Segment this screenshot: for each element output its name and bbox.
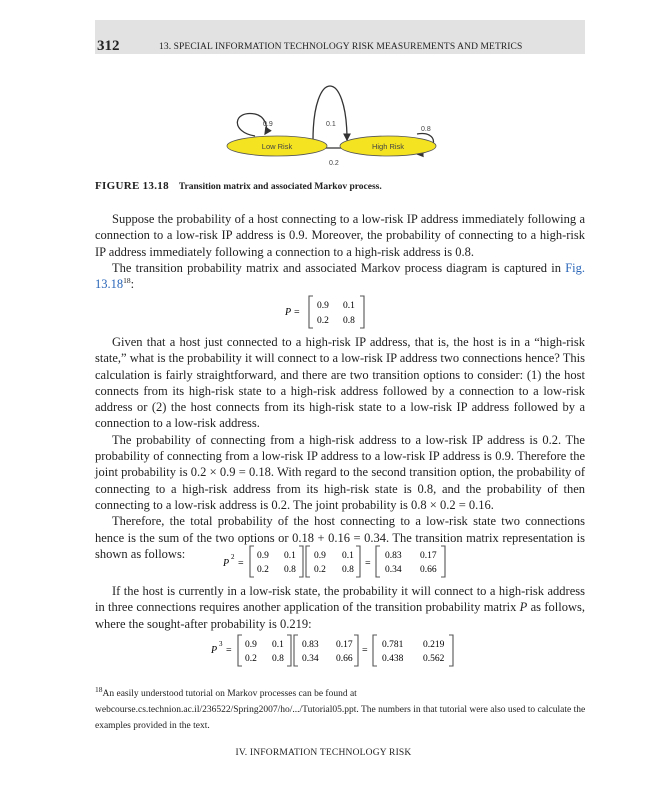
paragraph-6 (95, 583, 585, 632)
eq2-equals: = (365, 558, 371, 569)
paragraph-6-a: If the host is currently in a low-risk state, the probability it will connect to a high-risk address in three connections requires another application of the transition probability matrix (95, 584, 585, 615)
eq3-a-cell: 0.2 (245, 654, 257, 664)
transition-arc-low-to-high (313, 86, 347, 140)
eq3-a-cell: 0.8 (272, 654, 284, 664)
eq2-r-cell: 0.34 (385, 565, 402, 575)
eq2-a-cell: 0.9 (257, 551, 269, 561)
eq3-exp: 3 (219, 640, 223, 648)
eq2-r-cell: 0.83 (385, 551, 402, 561)
eq2-equals: = (238, 558, 244, 569)
state-label-high: High Risk (371, 142, 405, 151)
eq1-lhs: P = (285, 307, 301, 318)
equation-2 (223, 542, 468, 580)
page-number: 312 (97, 38, 120, 54)
eq3-b-cell: 0.17 (336, 640, 353, 650)
markov-diagram (225, 68, 445, 178)
eq2-bracket (306, 546, 310, 577)
paragraph-3: Given that a host just connected to a high-risk IP address, that is, the host is in a “high-risk state,” what is the probability it will connect to a low-risk IP address two connections hence? This calculation is fairly straightforward, and there are two transition options to consider: (1) the host connects from its high-risk state to a high-risk address followed by a connection to a low-risk address or (2) the host connects from its high-risk state to a low-risk IP address followed by a connection to a low-risk address. (95, 335, 585, 431)
eq3-bracket (449, 635, 453, 666)
eq1-cell: 0.2 (317, 316, 329, 326)
running-head: 13. SPECIAL INFORMATION TECHNOLOGY RISK MEASUREMENTS AND METRICS (159, 42, 523, 52)
figure-caption-text: Transition matrix and associated Markov process. (178, 182, 382, 192)
eq2-b-cell: 0.2 (314, 565, 326, 575)
paragraph-4: The probability of connecting from a high-risk address to a low-risk IP address is 0.2. The probability of connecting from a low-risk IP address to a low-risk IP address is 0.9. Therefore the joint probability is 0.2 × 0.9 = 0.18. With regard to the second transition option, the probability of connecting to a high-risk address from its high-risk state is 0.8, and the probability of then connecting to a low-risk address is 0.2. The joint probability is 0.8 × 0.2 = 0.16. (95, 432, 585, 512)
eq3-r-cell: 0.219 (423, 640, 445, 650)
eq3-equals: = (226, 645, 232, 656)
paragraph-6-var: P (519, 600, 528, 615)
paragraph-2 (95, 260, 585, 293)
eq1-bracket-right (360, 296, 364, 328)
footnote-text: An easily understood tutorial on Markov processes can be found at webcourse.cs.technion.ac.il/236522/Spring2007/ho/.../Tutorial05.ppt. The numbers in that tutorial were also used to calculate the examples provided in the text. (95, 689, 586, 731)
prob-low-low: 0.9 (263, 121, 273, 128)
eq2-bracket (356, 546, 360, 577)
eq3-r-cell: 0.438 (382, 654, 404, 664)
eq3-b-cell: 0.34 (302, 654, 319, 664)
eq1-cell: 0.1 (343, 301, 355, 311)
eq3-bracket (287, 635, 291, 666)
prob-low-high: 0.1 (326, 121, 336, 128)
eq2-a-cell: 0.8 (284, 565, 296, 575)
eq3-r-cell: 0.781 (382, 640, 404, 650)
figure-label: FIGURE 13.18 (95, 180, 169, 192)
eq2-a-cell: 0.1 (284, 551, 296, 561)
eq3-b-cell: 0.66 (336, 654, 353, 664)
prob-high-low: 0.2 (329, 160, 339, 167)
eq3-r-cell: 0.562 (423, 654, 445, 664)
eq3-a-cell: 0.1 (272, 640, 284, 650)
paragraph-5: Therefore, the total probability of the host connecting to a low-risk state two connections hence is the sum of the two options or 0.18 + 0.16 = 0.34. The transition matrix representation is shown as follows: (95, 514, 585, 561)
footnote-mark: 18 (95, 684, 103, 694)
paragraph-1: Suppose the probability of a host connecting to a low-risk IP address immediately following a connection to a low-risk IP address is 0.9. Moreover, the probability of connecting to a high-risk IP address immediately following a connection to a high-risk address is 0.8. (95, 212, 585, 259)
paragraph-2-end: : (130, 277, 135, 292)
eq2-lhs: P (223, 558, 230, 569)
eq2-bracket (441, 546, 445, 577)
text-block-2 (95, 334, 585, 562)
paragraph-6-b: as follows, where the sought-after probability is 0.219: (95, 600, 585, 631)
eq2-b-cell: 0.1 (342, 551, 354, 561)
figure-link[interactable]: Fig. 13.18 (95, 260, 585, 292)
eq3-bracket (354, 635, 358, 666)
eq2-a-cell: 0.2 (257, 565, 269, 575)
prob-high-high: 0.8 (421, 126, 431, 133)
text-block-3 (95, 583, 585, 632)
eq2-b-cell: 0.9 (314, 551, 326, 561)
eq2-r-cell: 0.66 (420, 565, 437, 575)
eq2-r-cell: 0.17 (420, 551, 437, 561)
eq2-bracket (376, 546, 380, 577)
eq2-exp: 2 (231, 553, 235, 561)
footnote-ref[interactable]: 18 (123, 276, 131, 286)
figure-caption (95, 180, 382, 192)
footnote (95, 686, 590, 734)
eq1-cell: 0.9 (317, 301, 329, 311)
equation-3 (211, 631, 481, 669)
eq1-cell: 0.8 (343, 316, 355, 326)
eq2-bracket (299, 546, 303, 577)
eq3-bracket (238, 635, 242, 666)
eq3-equals: = (362, 645, 368, 656)
eq3-bracket (294, 635, 298, 666)
eq1-bracket-left (309, 296, 313, 328)
eq2-bracket (250, 546, 254, 577)
eq2-b-cell: 0.8 (342, 565, 354, 575)
eq3-bracket (373, 635, 377, 666)
text-block-1 (95, 211, 585, 292)
eq3-lhs: P (211, 645, 218, 656)
paragraph-2-text: The transition probability matrix and associated Markov process diagram is captured in (112, 260, 566, 275)
equation-1 (285, 293, 395, 331)
eq3-b-cell: 0.83 (302, 640, 319, 650)
state-label-low: Low Risk (261, 142, 293, 151)
eq3-a-cell: 0.9 (245, 640, 257, 650)
page-footer: IV. INFORMATION TECHNOLOGY RISK (235, 748, 412, 758)
